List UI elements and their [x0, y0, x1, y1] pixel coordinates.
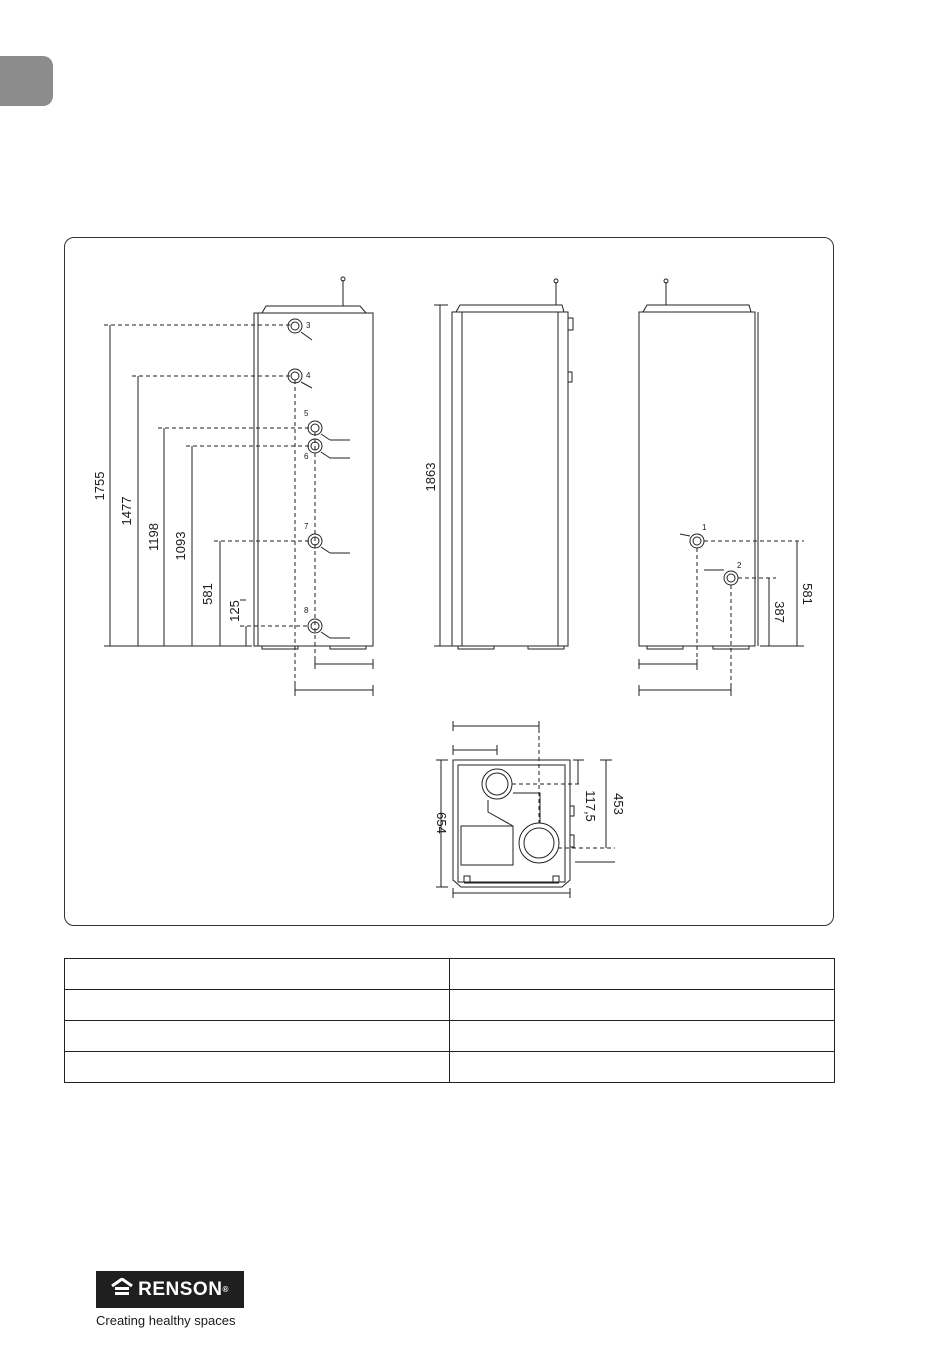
table-row	[65, 990, 835, 1021]
table-cell	[450, 990, 835, 1021]
connection-6-label: 6	[304, 452, 309, 461]
registered-mark: ®	[222, 1285, 229, 1294]
dim-581-back-label: 581	[800, 583, 815, 605]
brand-tagline: Creating healthy spaces	[96, 1313, 236, 1328]
table-cell	[450, 1052, 835, 1083]
dim-1093-label: 1093	[173, 531, 188, 561]
front-view-reference-lines	[104, 325, 315, 696]
table-row	[65, 959, 835, 990]
table-cell	[65, 959, 450, 990]
table-cell	[450, 959, 835, 990]
house-icon	[111, 1278, 133, 1302]
brand-name: RENSON	[138, 1278, 223, 1300]
connection-3-label: 3	[306, 321, 311, 330]
dim-1477-label: 1477	[119, 496, 134, 526]
renson-logo	[96, 1271, 244, 1308]
front-view-connections	[288, 319, 350, 638]
connection-2-label: 2	[737, 561, 742, 570]
top-view-reference-lines	[512, 722, 615, 848]
dim-1198-label: 1198	[146, 523, 161, 551]
table-cell	[65, 1052, 450, 1083]
dim-1755-label: 1755	[92, 471, 107, 501]
table-cell	[450, 1021, 835, 1052]
table-cell	[65, 1021, 450, 1052]
table-row	[65, 1052, 835, 1083]
dim-654-label: 654	[434, 812, 449, 834]
connection-1-label: 1	[702, 523, 707, 532]
connection-4-label: 4	[306, 371, 311, 380]
top-view-unit	[453, 760, 574, 887]
front-view-dimension-lines	[104, 325, 373, 696]
specification-table	[64, 958, 835, 1083]
dim-125-label: 125	[227, 600, 242, 622]
dim-387-label: 387	[772, 601, 787, 623]
dim-581-front-label: 581	[200, 583, 215, 605]
back-view-unit	[639, 279, 758, 649]
connection-7-label: 7	[304, 522, 309, 531]
table-cell	[65, 990, 450, 1021]
dim-117-5-label: 117,5	[583, 790, 598, 822]
table-row	[65, 1021, 835, 1052]
dim-453-label: 453	[611, 793, 626, 815]
front-view-unit	[254, 277, 373, 649]
connection-5-label: 5	[304, 409, 309, 418]
dim-1863-label: 1863	[423, 462, 438, 492]
connection-8-label: 8	[304, 606, 309, 615]
side-view-unit	[434, 279, 573, 649]
